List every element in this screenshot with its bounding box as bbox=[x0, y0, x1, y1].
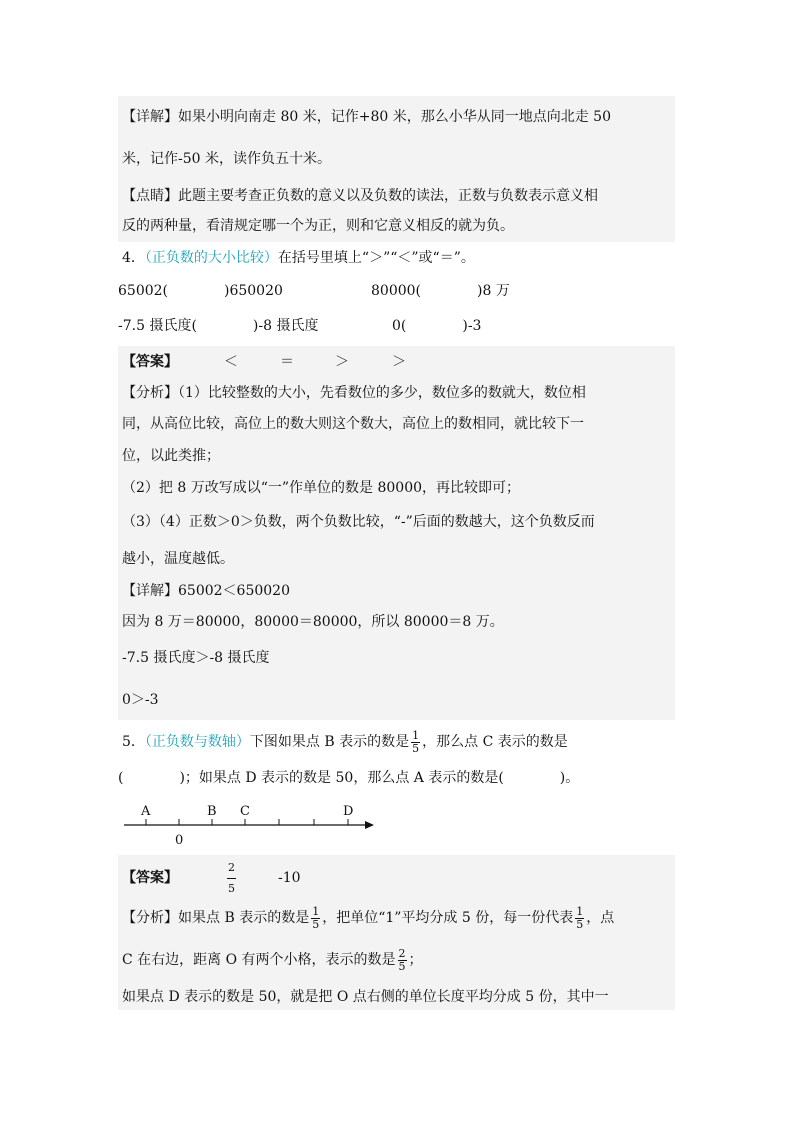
analysis-line-6: 越小，温度越低。 bbox=[122, 551, 234, 567]
question-number: 4． bbox=[122, 250, 145, 266]
answer-5-fraction: $\frac{2}{5}$ bbox=[227, 858, 236, 899]
fraction-one-fifth: $\frac{1}{5}$ bbox=[412, 728, 420, 755]
analysis-line-2: 同，从高位比较，高位上的数大则这个数大，高位上的数相同，就比较下一 bbox=[122, 416, 584, 432]
compare-item-d: 0( )-3 bbox=[392, 318, 482, 334]
fraction-one-fifth: $\frac{1}{5}$ bbox=[312, 904, 320, 931]
answer-label: 【答案】 bbox=[122, 354, 178, 370]
detail-line-1: 【详解】如果小明向南走 80 米，记作+80 米，那么小华从同一地点向北走 50 bbox=[122, 109, 611, 125]
number-line-ticks bbox=[146, 819, 348, 825]
analysis-5-text-d: C 在右边，距离 O 有两个小格，表示的数是 bbox=[122, 952, 396, 968]
compare-item-a: 65002( )650020 bbox=[118, 283, 283, 299]
analysis-5-text-b: ，把单位“1”平均分成 5 份，每一份代表 bbox=[322, 910, 574, 926]
detail-line-2: 米，记作-50 米，读作负五十米。 bbox=[122, 151, 331, 167]
zero-label: 0 bbox=[175, 833, 184, 848]
analysis-line-4: （2）把 8 万改写成以“一”作单位的数是 80000，再比较即可； bbox=[122, 480, 521, 496]
question-tag: （正负数的大小比较） bbox=[144, 250, 278, 266]
answer-value-2: ＝ bbox=[280, 354, 294, 370]
analysis-5-line-3: 如果点 D 表示的数是 50，就是把 O 点右侧的单位长度平均分成 5 份，其中一 bbox=[122, 989, 609, 1005]
answer-5-value-2: -10 bbox=[278, 870, 301, 886]
detail-4-line-3: -7.5 摄氏度＞-8 摄氏度 bbox=[122, 650, 270, 666]
compare-item-c: -7.5 摄氏度( )-8 摄氏度 bbox=[118, 318, 319, 334]
fraction-two-fifths: $\frac{2}{5}$ bbox=[398, 946, 406, 973]
question-number: 5． bbox=[122, 734, 145, 750]
analysis-5-text-c: ，点 bbox=[586, 910, 615, 926]
fraction-one-fifth: $\frac{1}{5}$ bbox=[576, 904, 584, 931]
detail-4-line-1: 【详解】65002＜650020 bbox=[122, 583, 290, 599]
number-line-diagram bbox=[118, 800, 388, 850]
analysis-line-1: 【分析】（1）比较整数的大小，先看数位的多少，数位多的数就大，数位相 bbox=[122, 385, 586, 401]
detail-4-line-4: 0＞-3 bbox=[122, 692, 159, 708]
analysis-5-text-a: 【分析】如果点 B 表示的数是 bbox=[122, 910, 310, 926]
point-label-a: A bbox=[141, 804, 151, 819]
question-tag: （正负数与数轴） bbox=[144, 734, 250, 750]
answer-value-3: ＞ bbox=[335, 354, 349, 370]
analysis-5-text-e: ； bbox=[408, 952, 423, 968]
question-text-b: ，那么点 C 表示的数是 bbox=[422, 734, 568, 750]
question-5 bbox=[122, 726, 568, 758]
question-4 bbox=[122, 248, 475, 268]
analysis-line-3: 位，以此类推； bbox=[122, 448, 220, 464]
question-text: 在括号里填上“＞”“＜”或“＝”。 bbox=[277, 250, 475, 266]
answer-value-1: ＜ bbox=[224, 354, 238, 370]
point-label-d: D bbox=[343, 804, 354, 819]
compare-item-b: 80000( )8 万 bbox=[371, 283, 510, 299]
analysis-line-5: （3）（4）正数＞0＞负数，两个负数比较，“-”后面的数越大，这个负数反而 bbox=[122, 514, 595, 530]
detail-4-line-2: 因为 8 万＝80000，80000＝80000，所以 80000＝8 万。 bbox=[122, 614, 504, 630]
analysis-5-line-2 bbox=[122, 944, 423, 976]
point-label-c: C bbox=[240, 804, 250, 819]
point-label-b: B bbox=[207, 804, 217, 819]
question-text-a: 下图如果点 B 表示的数是 bbox=[249, 734, 410, 750]
answer-value-4: ＞ bbox=[392, 354, 406, 370]
comment-line-2: 反的两种量，看清规定哪一个为正，则和它意义相反的就为负。 bbox=[122, 218, 514, 234]
answer-5-label: 【答案】 bbox=[122, 870, 178, 886]
question-5-line-2: ( )；如果点 D 表示的数是 50，那么点 A 表示的数是( )。 bbox=[118, 770, 580, 786]
analysis-5-line-1 bbox=[122, 902, 614, 934]
comment-line-1: 【点睛】此题主要考查正负数的意义以及负数的读法，正数与负数表示意义相 bbox=[122, 188, 598, 204]
